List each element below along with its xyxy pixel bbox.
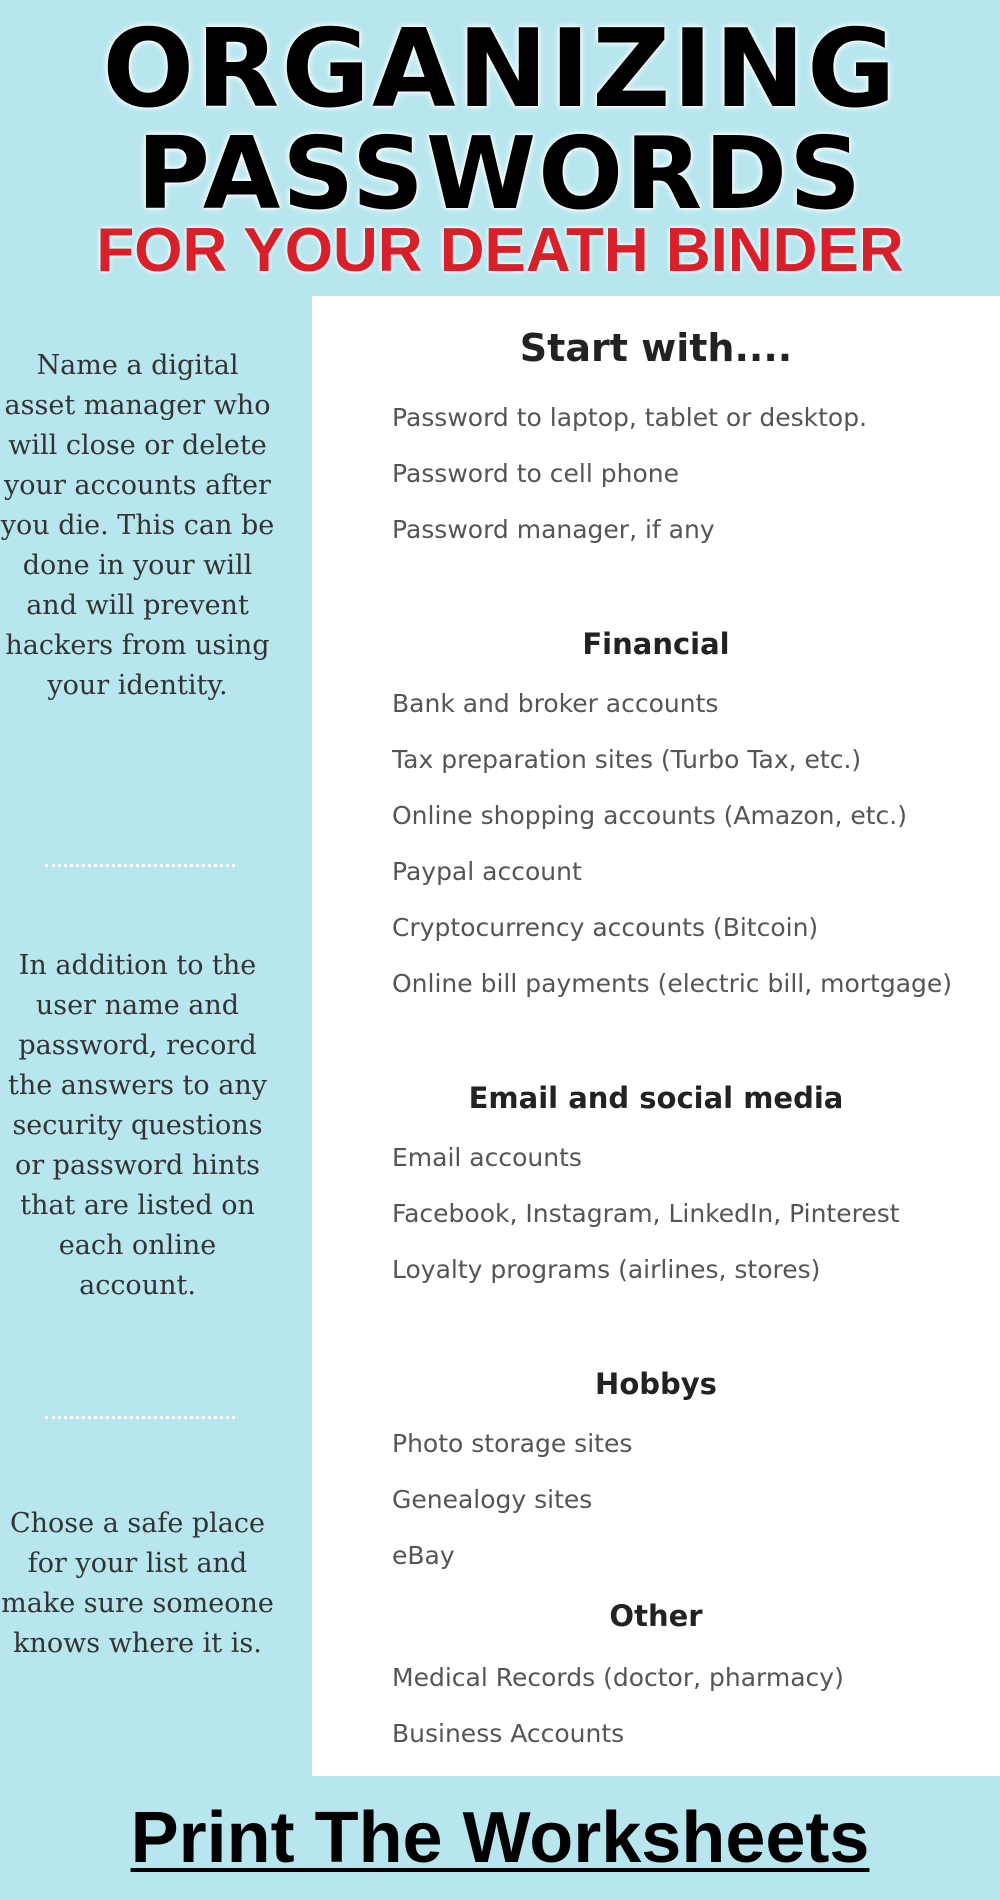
section-title-start: Start with.... [519,326,793,370]
tip-security-questions: In addition to the user name and password, record the answers to any security questions or password hints that are listed on each online account. [7,950,267,1301]
tip-safe-place: Chose a safe place for your list and make sure someone knows where it is. [1,1508,274,1659]
list-item: eBay [392,1541,455,1570]
footer [0,1776,1000,1900]
section-title-other: Other [609,1599,703,1633]
list-item: Online bill payments (electric bill, mortgage) [392,969,953,998]
tip-digital-asset-manager: Name a digital asset manager who will close or delete your accounts after you die. This can be done in your will and will prevent hackers from using your identity. [0,350,275,701]
list-item: Online shopping accounts (Amazon, etc.) [392,801,907,830]
list-item: Paypal account [392,857,582,886]
list-item: Loyalty programs (airlines, stores) [392,1255,821,1284]
password-checklist-panel [312,296,1000,1776]
list-item: Photo storage sites [392,1429,633,1458]
list-item: Password to cell phone [392,459,679,488]
header [0,0,1000,295]
section-title-email-social: Email and social media [468,1081,844,1115]
title-line-2: PASSWORDS [136,115,864,232]
section-title-financial: Financial [582,627,730,661]
list-item: Medical Records (doctor, pharmacy) [392,1663,844,1692]
list-item: Password manager, if any [392,515,715,544]
list-item: Facebook, Instagram, LinkedIn, Pinterest [392,1199,900,1228]
list-item: Genealogy sites [392,1485,593,1514]
list-item: Tax preparation sites (Turbo Tax, etc.) [392,745,862,774]
sidebar-tips [0,296,310,1776]
list-item: Bank and broker accounts [392,689,719,718]
print-worksheets-link[interactable]: Print The Worksheets [130,1798,870,1878]
list-item: Email accounts [392,1143,582,1172]
list-item: Cryptocurrency accounts (Bitcoin) [392,913,819,942]
section-title-hobbys: Hobbys [595,1367,717,1401]
list-item: Business Accounts [392,1719,625,1748]
dotted-divider [45,1416,235,1419]
title-line-1: ORGANIZING [102,7,898,132]
subtitle: FOR YOUR DEATH BINDER [96,216,904,285]
list-item: Password to laptop, tablet or desktop. [392,403,868,432]
dotted-divider [45,864,235,867]
